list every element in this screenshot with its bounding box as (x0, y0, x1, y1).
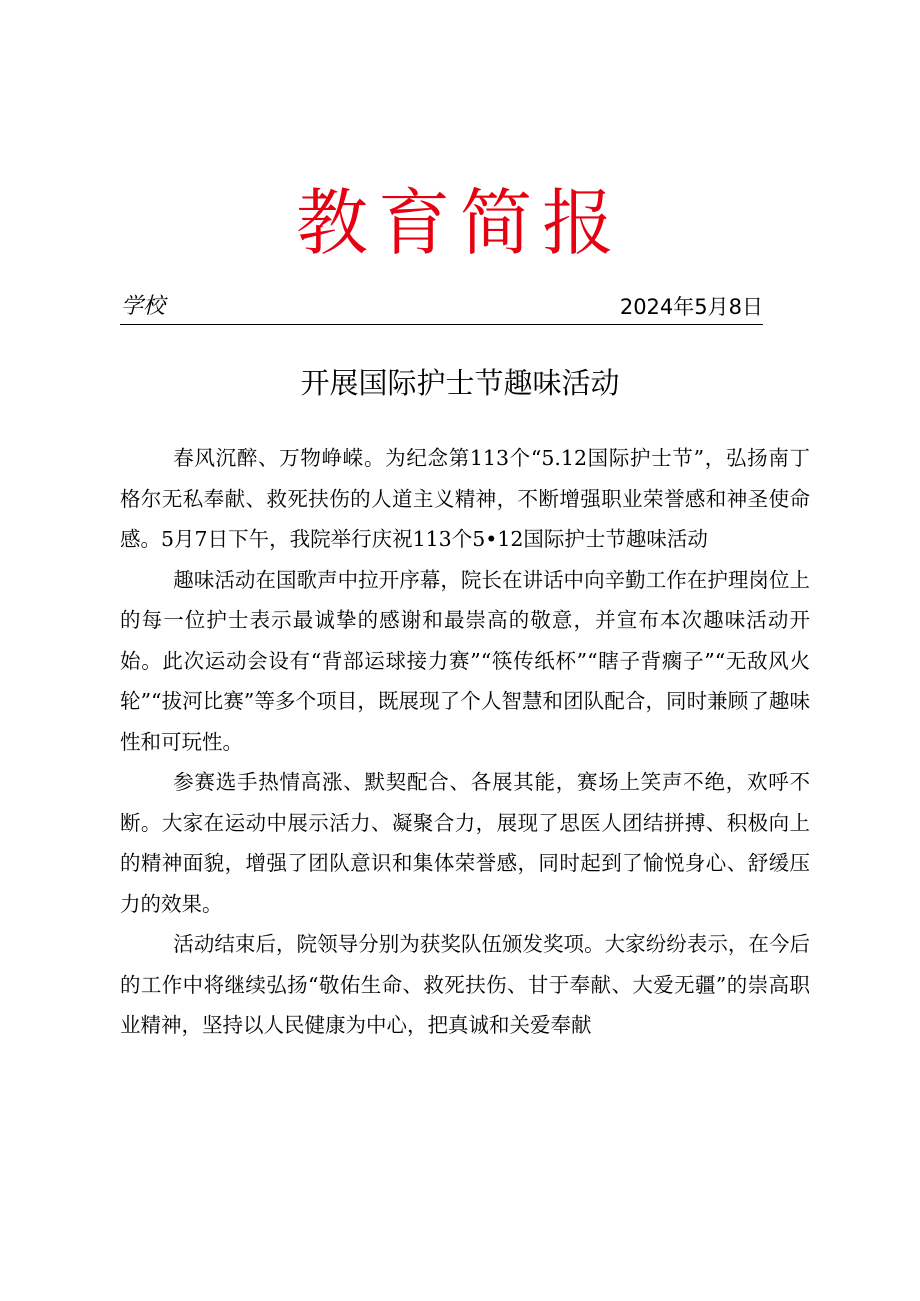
article-paragraph: 趣味活动在国歌声中拉开序幕，院长在讲话中向辛勤工作在护理岗位上的每一位护士表示最诚挚的感谢和最崇高的敬意，并宣布本次趣味活动开始。此次运动会设有“背部运球接力赛”“筷传纸杯”“瞎子背瘸子”“无敌风火轮”“拔河比赛”等多个项目，既展现了个人智慧和团队配合，同时兼顾了趣味性和可玩性。 (120, 567, 810, 754)
school-label: 学校 (121, 294, 166, 319)
masthead-title: 教育简报 (295, 181, 624, 265)
meta-line (120, 290, 763, 325)
article-paragraph: 参赛选手热情高涨、默契配合、各展其能，赛场上笑声不绝，欢呼不断。大家在运动中展示活力、凝聚合力，展现了思医人团结拼搏、积极向上的精神面貌，增强了团队意识和集体荣誉感，同时起到了愉悦身心、舒缓压力的效果。 (120, 770, 810, 916)
article-paragraph: 活动结束后，院领导分别为获奖队伍颁发奖项。大家纷纷表示，在今后的工作中将继续弘扬“敬佑生命、救死扶伤、甘于奉献、大爱无疆”的崇高职业精神，坚持以人民健康为中心，把真诚和关爱奉献 (120, 932, 810, 1037)
article-body (120, 438, 810, 1046)
article-title: 开展国际护士节趣味活动 (300, 366, 620, 400)
article-paragraph: 春风沉醉、万物峥嵘。为纪念第113个“5.12国际护士节”，弘扬南丁格尔无私奉献、救死扶伤的人道主义精神，不断增强职业荣誉感和神圣使命感。5月7日下午，我院举行庆祝113个5•12国际护士节趣味活动 (120, 446, 810, 551)
issue-date: 2024年5月8日 (619, 295, 763, 319)
